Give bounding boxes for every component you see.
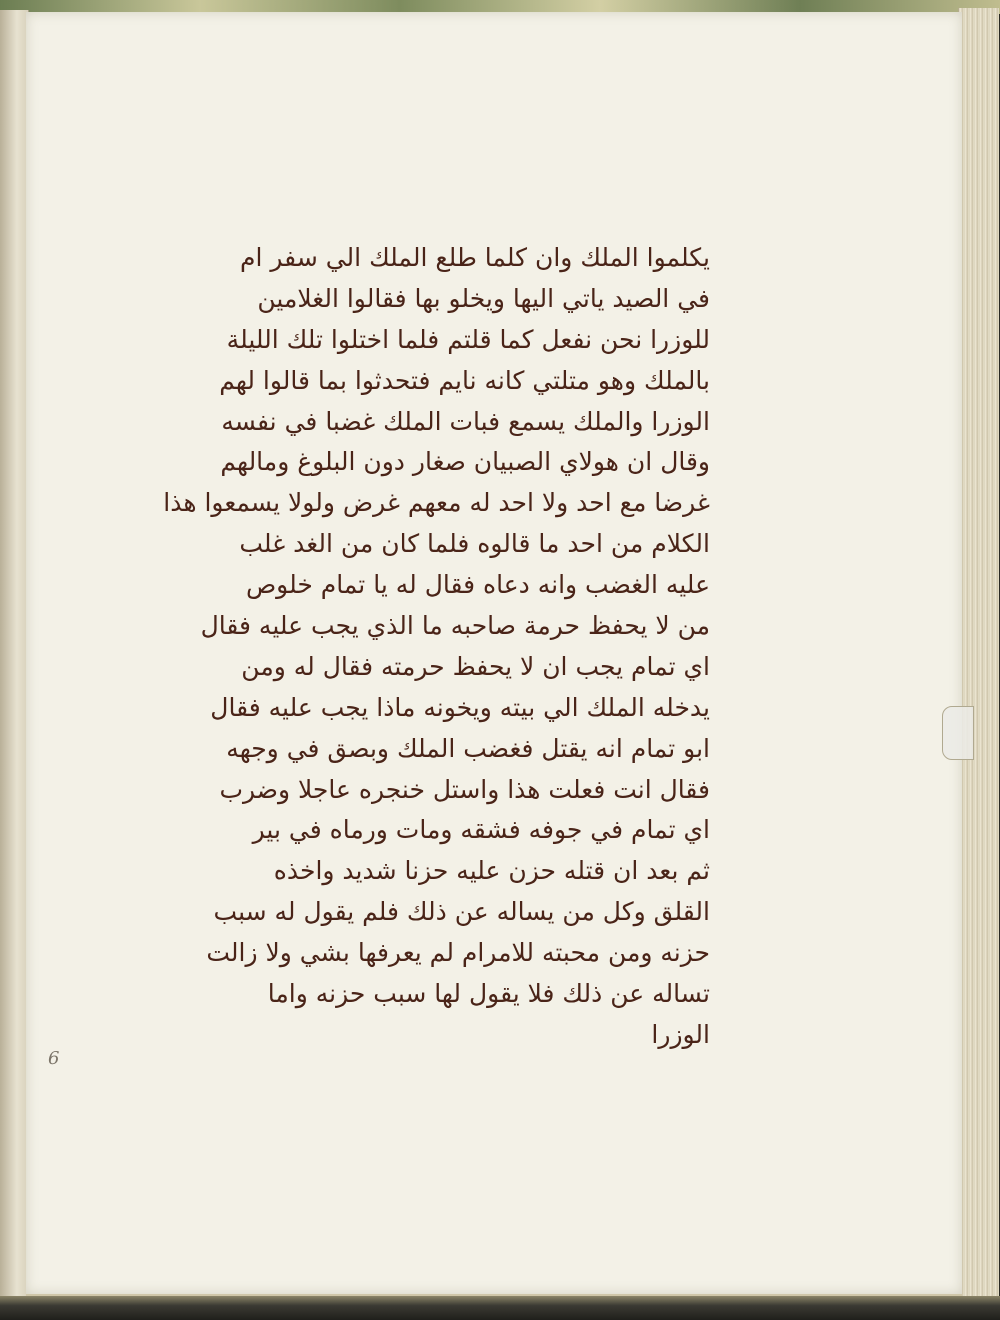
text-line: في الصيد ياتي اليها ويخلو بها فقالوا الغلامين (257, 283, 710, 313)
facing-page-edge (0, 10, 29, 1302)
text-line: عليه الغضب وانه دعاه فقال له يا تمام خلوص (245, 570, 710, 600)
text-line: يكلموا الملك وان كلما طلع الملك الي سفر ام (240, 243, 710, 272)
text-line: ثم بعد ان قتله حزن عليه حزنا شديد واخذه (273, 856, 710, 886)
text-line: بالملك وهو متلتي كانه نايم فتحدثوا بما قالوا لهم (219, 365, 710, 395)
text-line: ابو تمام انه يقتل فغضب الملك وبصق في وجهه (226, 733, 710, 763)
text-line: القلق وكل من يساله عن ذلك فلم يقول له سبب (213, 897, 710, 927)
text-line: اي تمام يجب ان لا يحفظ حرمته فقال له ومن (241, 651, 710, 681)
folio-number: 6 (48, 1048, 60, 1069)
text-line: يدخله الملك الي بيته ويخونه ماذا يجب عليه فقال (210, 692, 710, 722)
text-line: الوزرا والملك يسمع فبات الملك غضبا في نفسه (221, 406, 710, 436)
text-line: من لا يحفظ حرمة صاحبه ما الذي يجب عليه فقال (200, 611, 710, 641)
text-line: تساله عن ذلك فلا يقول لها سبب حزنه واما (267, 979, 710, 1009)
text-line: للوزرا نحن نفعل كما قلتم فلما اختلوا تلك الليلة (226, 324, 710, 354)
text-line: الكلام من احد ما قالوه فلما كان من الغد غلب (239, 529, 710, 559)
bottom-shadow (0, 1296, 1000, 1320)
page-stack-edges (958, 8, 999, 1298)
bookmark-tab (942, 706, 974, 760)
manuscript-text (150, 238, 710, 1056)
text-line: اي تمام في جوفه فشقه ومات ورماه في بير (252, 815, 710, 845)
text-line: وقال ان هولاي الصبيان صغار دون البلوغ ومالهم (220, 447, 710, 477)
text-line: فقال انت فعلت هذا واستل خنجره عاجلا وضرب (219, 774, 710, 804)
text-line: الوزرا (651, 1019, 710, 1049)
text-line: غرضا مع احد ولا احد له معهم غرض ولولا يسمعوا هذا (163, 488, 710, 518)
text-line: حزنه ومن محبته للامرام لم يعرفها بشي ولا زالت (206, 938, 710, 968)
